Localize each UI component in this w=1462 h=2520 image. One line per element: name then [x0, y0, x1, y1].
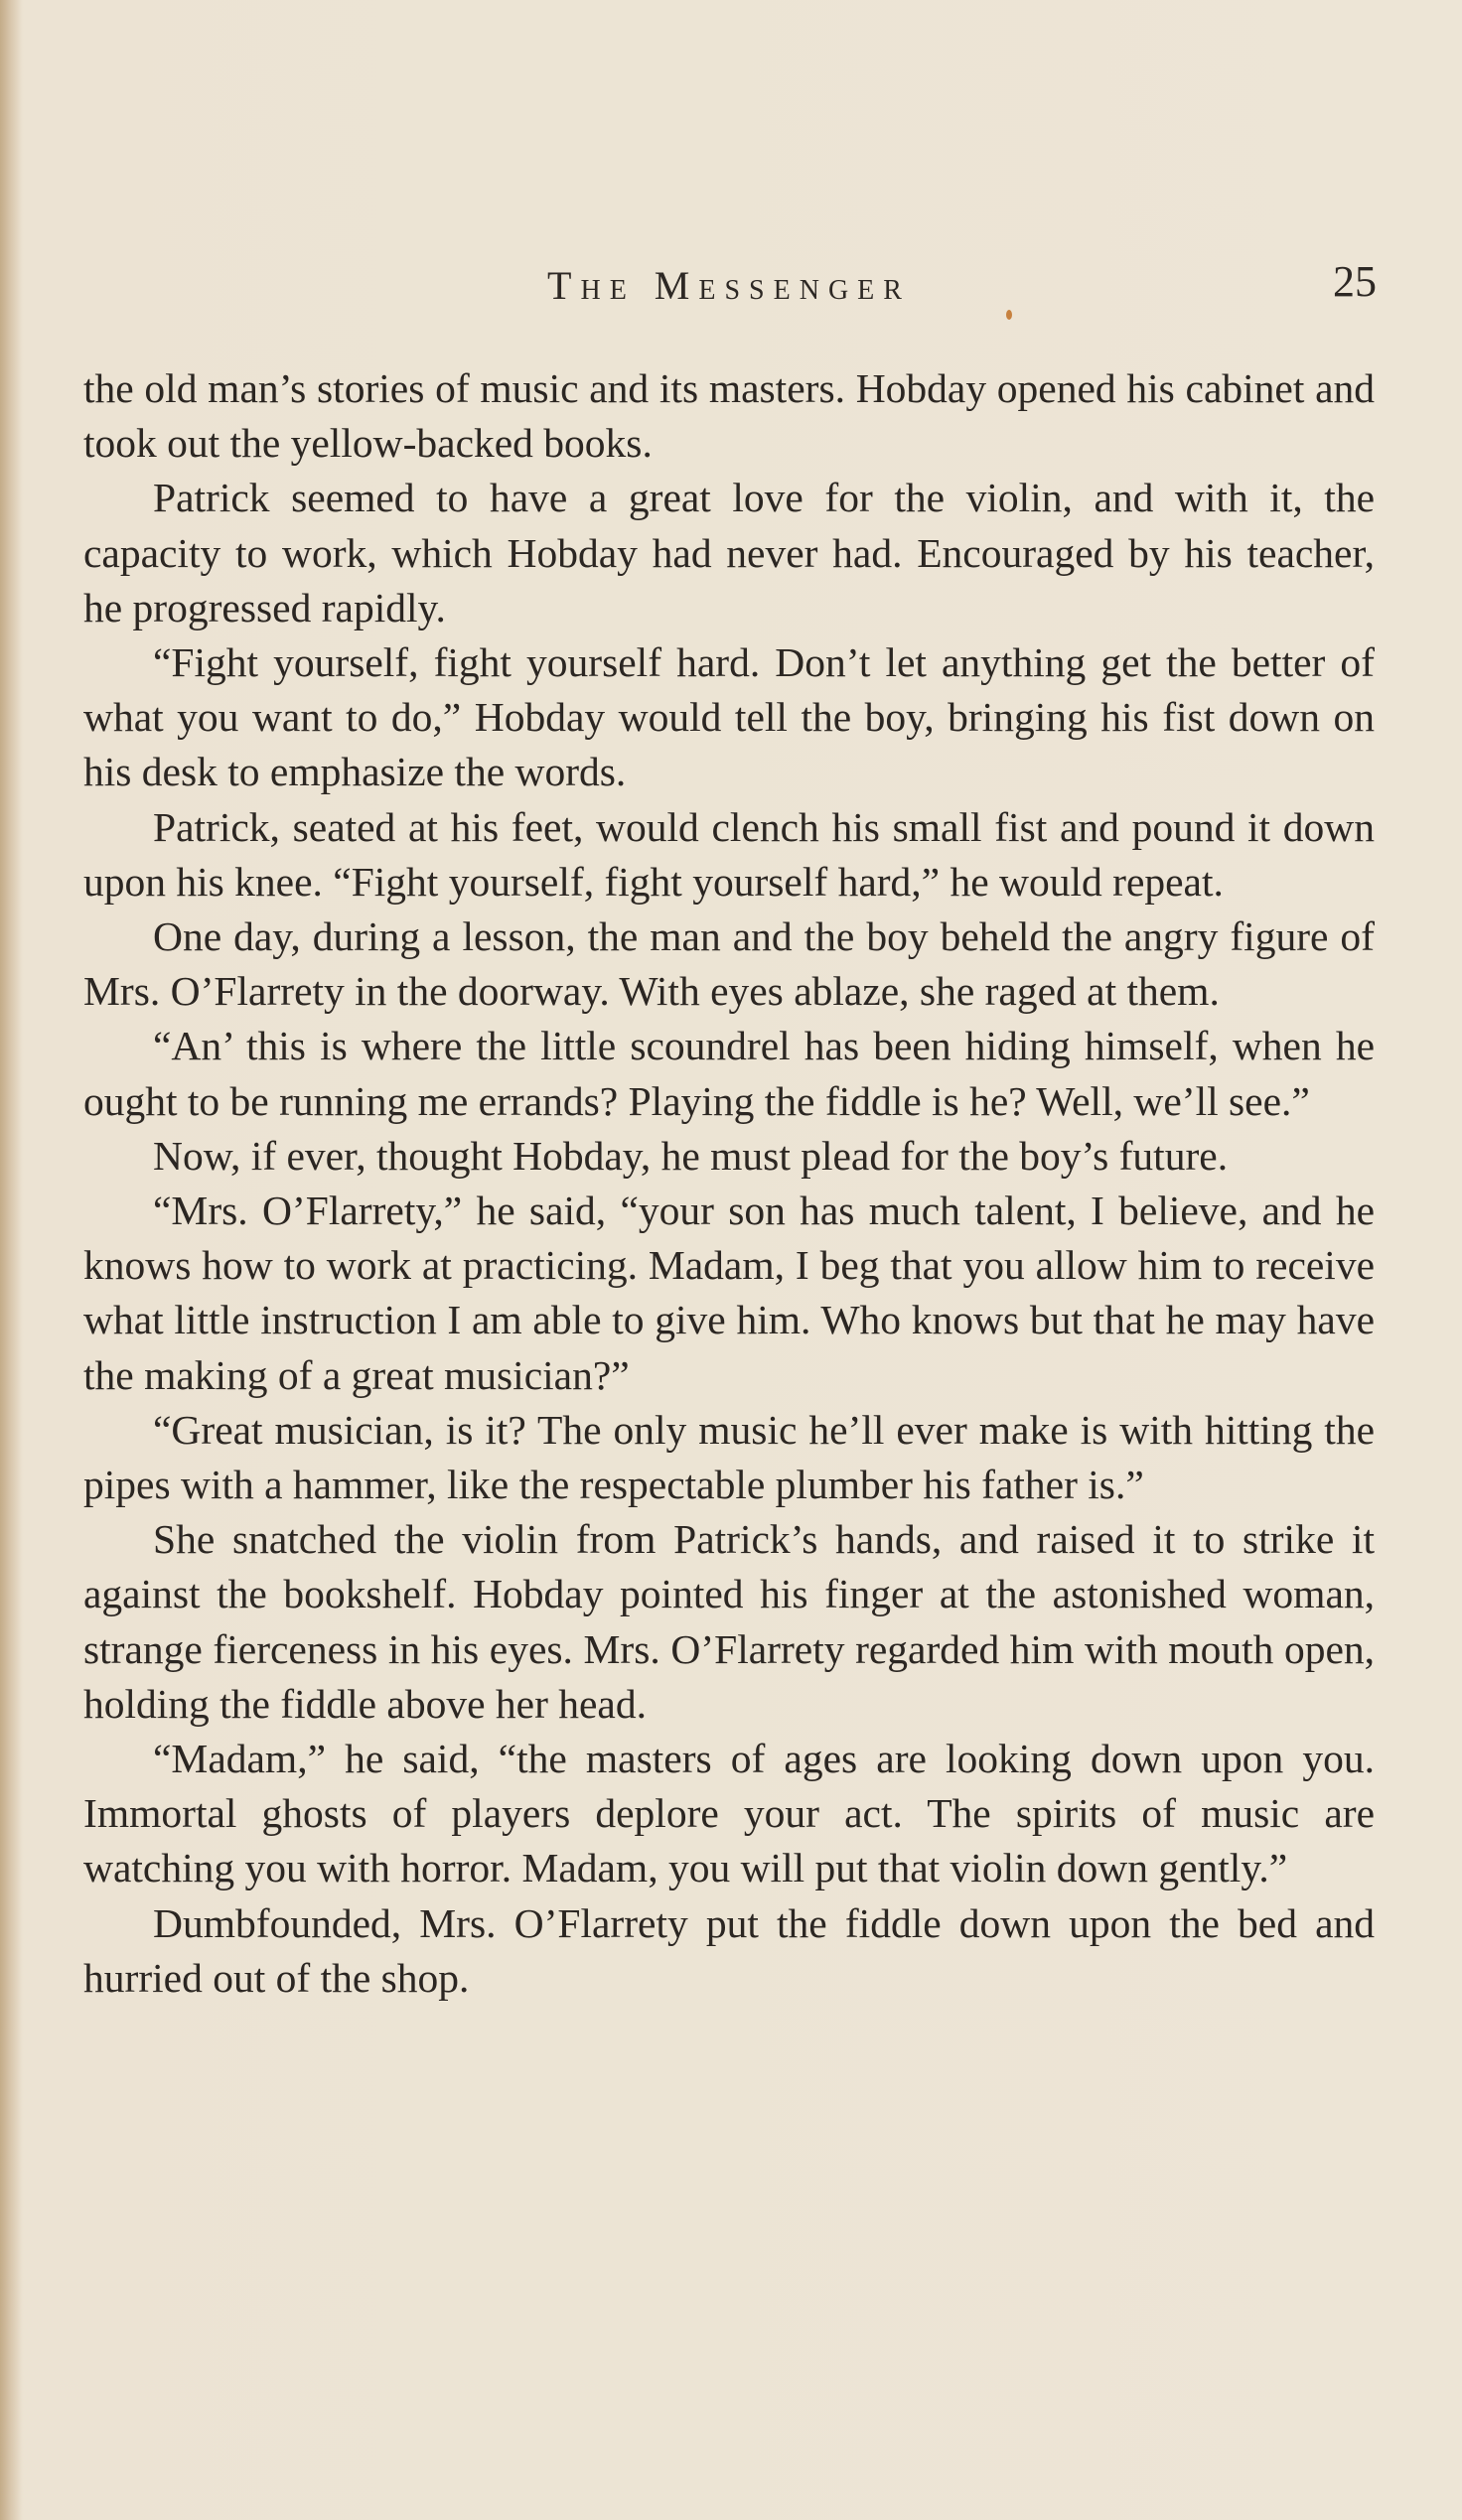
paragraph-12: Dumbfounded, Mrs. O’Flarrety put the fiddle down upon the bed and hurried out of the shop.: [83, 1899, 1375, 2001]
paragraph-5: One day, during a lesson, the man and the boy beheld the angry figure of Mrs. O’Flarrety in the doorway. With eyes ablaze, she raged at them.: [83, 913, 1375, 1015]
paragraph-4: Patrick, seated at his feet, would clench his small fist and pound it down upon his knee. “Fight yourself, fight yourself hard,” he would repeat.: [83, 803, 1375, 905]
paragraph-11: “Madam,” he said, “the masters of ages are looking down upon you. Immortal ghosts of players deplore your act. The spirits of music are watching you with horror. Madam, you will put that violin down gently.”: [83, 1736, 1375, 1891]
paragraph-7: Now, if ever, thought Hobday, he must plead for the boy’s future.: [153, 1132, 1229, 1179]
paragraph-1: the old man’s stories of music and its masters. Hobday opened his cabinet and took out the yellow-backed books.: [83, 365, 1375, 467]
body-text: [83, 361, 1375, 2006]
paragraph-10: She snatched the violin from Patrick’s hands, and raised it to strike it against the bookshelf. Hobday pointed his finger at the astonished woman, strange fierceness in his eyes. Mrs. O’Flarrety regarded him with mouth open, holding the fiddle above her head.: [83, 1516, 1375, 1727]
paragraph-3: “Fight yourself, fight yourself hard. Don’t let anything get the better of what you want to do,” Hobday would tell the boy, bringing his fist down on his desk to emphasize the words.: [83, 639, 1375, 795]
paragraph-6: “An’ this is where the little scoundrel has been hiding himself, when he ought to be running me errands? Playing the fiddle is he? Well, we’ll see.”: [83, 1023, 1375, 1124]
page-header: [83, 256, 1375, 316]
running-title: The Messenger: [547, 263, 911, 308]
paragraph-8: “Mrs. O’Flarrety,” he said, “your son has much talent, I believe, and he knows how to work at practicing. Madam, I beg that you allow him to receive what little instruction I am able to give him. Who knows but that he may have the making of a great musician?”: [83, 1188, 1375, 1398]
binding-gutter: [0, 0, 22, 2520]
paragraph-2: Patrick seemed to have a great love for the violin, and with it, the capacity to work, which Hobday had never had. Encouraged by his teacher, he progressed rapidly.: [83, 475, 1375, 630]
page-number: 25: [1333, 257, 1377, 306]
paragraph-9: “Great musician, is it? The only music he’ll ever make is with hitting the pipes with a hammer, like the respectable plumber his father is.”: [83, 1406, 1375, 1508]
ink-spot: [1006, 310, 1012, 320]
